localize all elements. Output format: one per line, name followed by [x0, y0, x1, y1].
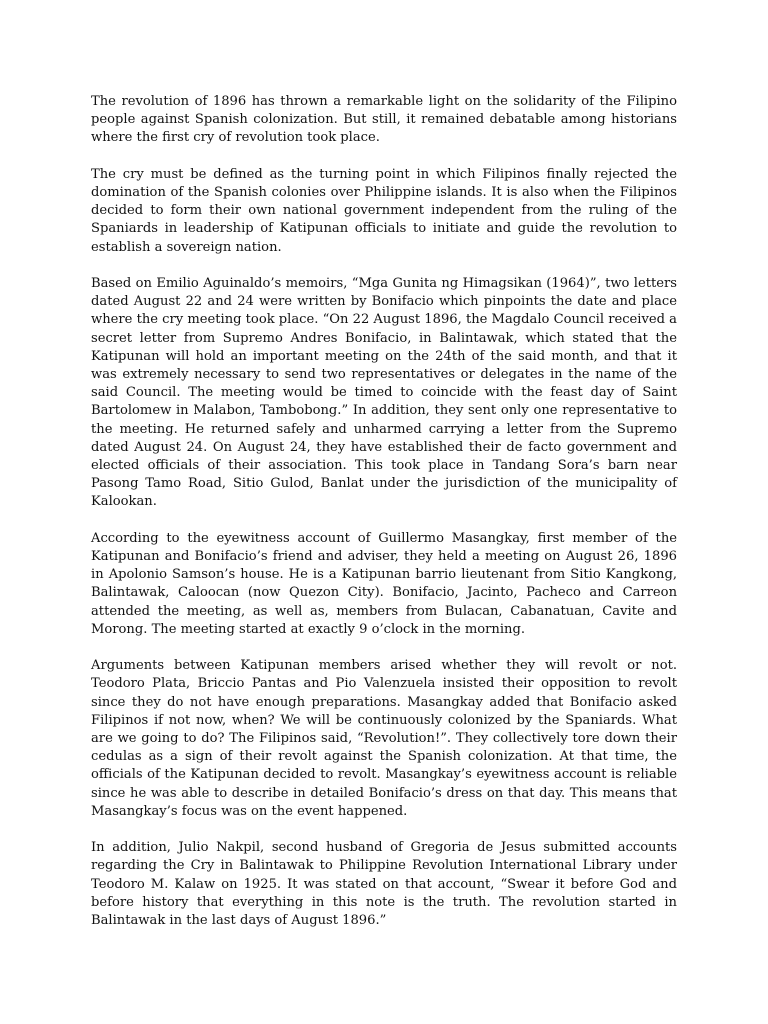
- document-page: [91, 93, 677, 948]
- paragraph-intro: The revolution of 1896 has thrown a remarkable light on the solidarity of the Filipino people against Spanish colonization. But still, it remained debatable among historians where the first cry of revolution took place.: [91, 94, 677, 146]
- paragraph-arguments: Arguments between Katipunan members arised whether they will revolt or not. Teodoro Plata, Briccio Pantas and Pio Valenzuela insisted their opposition to revolt since they do not have enough preparations. Masangkay added that Bonifacio asked Filipinos if not now, when? We will be continuously colonized by the Spaniards. What are we going to do? The Filipinos said, “Revolution!”. They collectively tore down their cedulas as a sign of their revolt against the Spanish colonization. At that time, the officials of the Katipunan decided to revolt. Masangkay’s eyewitness account is reliable since he was able to describe in detailed Bonifacio’s dress on that day. This means that Masangkay’s focus was on the event happened.: [91, 658, 677, 819]
- paragraph-cry-definition: The cry must be defined as the turning point in which Filipinos finally rejected the domination of the Spanish colonies over Philippine islands. It is also when the Filipinos decided to form their own national government independent from the ruling of the Spaniards in leadership of Katipunan officials to initiate and guide the revolution to establish a sovereign nation.: [91, 166, 677, 255]
- paragraph-nakpil-account: In addition, Julio Nakpil, second husband of Gregoria de Jesus submitted accounts regarding the Cry in Balintawak to Philippine Revolution International Library under Teodoro M. Kalaw on 1925. It was stated on that account, “Swear it before God and before history that everything in this note is the truth. The revolution started in Balintawak in the last days of August 1896.”: [91, 840, 677, 929]
- paragraph-aguinaldo-memoirs: Based on Emilio Aguinaldo’s memoirs, “Mga Gunita ng Himagsikan (1964)”, two letters dated August 22 and 24 were written by Bonifacio which pinpoints the date and place where the cry meeting took place. “On 22 August 1896, the Magdalo Council received a secret letter from Supremo Andres Bonifacio, in Balintawak, which stated that the Katipunan will hold an important meeting on the 24th of the said month, and that it was extremely necessary to send two representatives or delegates in the name of the said Council. The meeting would be timed to coincide with the feast day of Saint Bartolomew in Malabon, Tambobong.” In addition, they sent only one representative to the meeting. He returned safely and unharmed carrying a letter from the Supremo dated August 24. On August 24, they have established their de facto government and elected officials of their association. This took place in Tandang Sora’s barn near Pasong Tamo Road, Sitio Gulod, Banlat under the jurisdiction of the municipality of Kalookan.: [91, 276, 677, 510]
- paragraph-masangkay-account: According to the eyewitness account of Guillermo Masangkay, first member of the Katipunan and Bonifacio’s friend and adviser, they held a meeting on August 26, 1896 in Apolonio Samson’s house. He is a Katipunan barrio lieutenant from Sitio Kangkong, Balintawak, Caloocan (now Quezon City). Bonifacio, Jacinto, Pacheco and Carreon attended the meeting, as well as, members from Bulacan, Cabanatuan, Cavite and Morong. The meeting started at exactly 9 o’clock in the morning.: [91, 530, 677, 637]
